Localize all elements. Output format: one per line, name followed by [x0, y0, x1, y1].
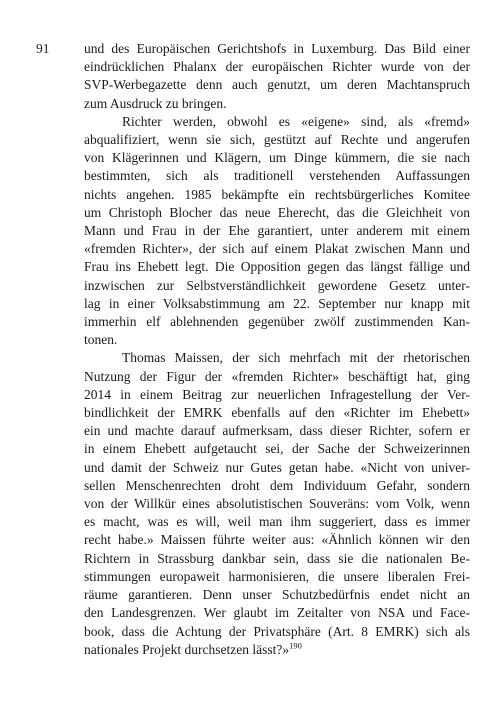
paragraph: [84, 113, 470, 350]
footnote-reference[interactable]: 190: [289, 640, 302, 651]
text-line: von der Willkür eines absolutistischen Souveräns: vom Volk, wenn: [84, 496, 470, 512]
text-line: Mann und Frau in der Ehe garantiert, unter anderem mit einem: [84, 223, 470, 239]
text-line: abqualifiziert, wenn sie sich, gestützt auf Rechte und angerufen: [84, 132, 470, 148]
text-line: räume garantieren. Denn unser Schutzbedürfnis endet nicht an: [84, 587, 470, 603]
text-line: inzwischen zur Selbstverständlichkeit gewordene Gesetz unter-: [84, 277, 470, 293]
body-text: [84, 40, 470, 659]
text-line: und des Europäischen Gerichtshofs in Luxemburg. Das Bild einer: [84, 41, 470, 56]
text-line: es macht, was es will, weil man ihm suggeriert, dass es immer: [84, 514, 470, 530]
text-line: tonen.: [84, 332, 118, 348]
text-line: Richtern in Strassburg dankbar sein, dass sie die nationalen Be-: [84, 550, 470, 566]
text-line: bestimmten, sich als traditionell verstehenden Auffassungen: [84, 168, 470, 184]
text-line: nichts angehen. 1985 bekämpfte ein rechtsbürgerliches Komitee: [84, 186, 470, 202]
text-line: eindrücklichen Phalanx der europäischen Richter wurde von der: [84, 59, 470, 75]
text-line: sellen Menschenrechten droht dem Individuum Gefahr, sondern: [84, 477, 470, 493]
text-line: ein und machte darauf aufmerksam, dass dieser Richter, sofern er: [84, 423, 470, 439]
paragraph: [84, 349, 470, 658]
text-line: SVP-Werbegazette denn auch genutzt, um deren Machtanspruch: [84, 77, 470, 93]
text-line: Thomas Maissen, der sich mehrfach mit der rhetorischen: [122, 350, 470, 366]
paragraph: [84, 40, 470, 113]
text-line: von Klägerinnen und Klägern, um Dinge kümmern, die sie nach: [84, 150, 470, 166]
text-line: Nutzung der Figur der «fremden Richter» beschäftigt hat, ging: [84, 368, 470, 384]
text-line: immerhin elf ablehnenden gegenüber zwölf zustimmenden Kan-: [84, 314, 470, 330]
text-line: Richter werden, obwohl es «eigene» sind, als «fremd»: [122, 113, 470, 129]
text-line: 2014 in einem Beitrag zur neuerlichen Infragestellung der Ver-: [84, 386, 470, 402]
text-line: Frau ins Ehebett legt. Die Opposition gegen das längst fällige und: [84, 259, 470, 275]
text-line: um Christoph Blocher das neue Eherecht, das die Gleichheit von: [84, 204, 470, 220]
text-line: lag in einer Volksabstimmung am 22. September nur knapp mit: [84, 295, 470, 311]
page-number: 91: [36, 41, 50, 56]
text-line: den Landesgrenzen. Wer glaubt im Zeitalter von NSA und Face-: [84, 605, 470, 621]
text-line: bindlichkeit der EMRK ebenfalls auf den «Richter im Ehebett»: [84, 405, 470, 421]
text-line: recht habe.» Maissen führte weiter aus: «Ähnlich können wir den: [84, 532, 470, 548]
text-line: und damit der Schweiz nur Gutes getan habe. «Nicht von univer-: [84, 459, 470, 475]
text-line: in einem Ehebett aufgetaucht sei, der Sache der Schweizerinnen: [84, 441, 470, 457]
text-line: stimmungen europaweit harmonisieren, die unsere liberalen Frei-: [84, 568, 470, 584]
text-line: «fremden Richter», der sich auf einem Plakat zwischen Mann und: [84, 241, 470, 257]
text-line: book, dass die Achtung der Privatsphäre (Art. 8 EMRK) sich als: [84, 623, 470, 639]
text-line: zum Ausdruck zu bringen.: [84, 95, 227, 111]
text-line: nationales Projekt durchsetzen lässt?»$^{190}$: [84, 640, 302, 657]
